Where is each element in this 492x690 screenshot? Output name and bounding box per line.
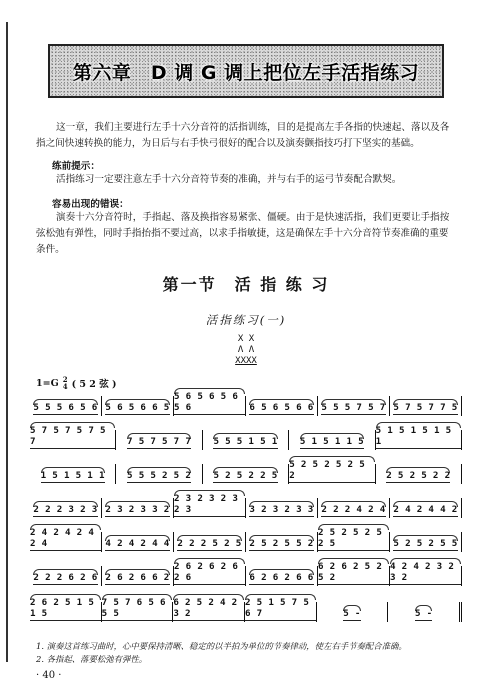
measure-notes: 2 5 1 5 7 5 6 7 [245,597,316,619]
measure [390,396,462,416]
measure [375,425,462,450]
measure [102,498,174,518]
measure-notes: 2 5 2 5 2 2 [386,470,451,481]
measure [390,561,462,586]
measure-notes: 5 5 5 6 5 6 [33,402,98,413]
page-number: · 40 · [36,670,62,681]
measure-notes: 2 5 2 5 2 5 2 5 [318,527,389,549]
measure-notes: 6 2 6 2 6 6 [249,572,314,583]
measure-notes: 2 3 2 3 2 3 2 3 [174,493,245,515]
measure-notes: 5 1 5 1 1 5 [299,436,364,447]
measure [116,464,202,484]
finger-pattern-diagram [226,334,266,374]
tip-text: 活指练习一定要注意左手十六分音符节奏的准确，并与右手的运弓节奏配合默契。 [56,174,402,185]
measure-notes: 6 5 6 5 6 6 [249,402,314,413]
measure [318,396,390,416]
measure [101,597,174,622]
measure-notes: 5 7 5 7 5 7 5 7 [30,425,115,447]
measure [246,532,318,552]
measure-notes: 2 6 2 6 2 6 2 6 [174,561,245,583]
measure-notes: 5 2 5 2 5 2 5 2 [289,459,374,481]
measure-notes: 2 5 2 5 5 2 [249,538,314,549]
section-title: 第一节 活 指 练 习 [162,275,330,294]
pattern-line-3: XXXX [235,356,257,366]
measure [390,532,462,552]
measure [116,430,202,450]
measure-notes: 5 2 5 2 2 5 [213,470,278,481]
measure [174,493,246,518]
measure-notes: 2 4 2 4 2 4 2 4 [30,527,101,549]
measure [174,532,246,552]
chapter-title: 第六章 D 调 G 调上把位左手活指练习 [72,61,420,84]
measure [102,566,174,586]
measure [30,566,102,586]
measure-notes: 4 2 4 2 3 2 3 2 [390,561,461,583]
measure-notes: 5 - [343,608,361,619]
measure-notes: 5 5 5 2 5 2 [127,470,192,481]
score-row [30,458,462,484]
measure-notes: 6 2 6 2 5 2 5 2 [318,561,389,583]
measure-notes: 2 4 2 4 4 2 [393,504,458,515]
key-signature [36,376,117,390]
measure-notes: 5 1 5 1 5 1 5 1 [376,425,461,447]
measure [102,532,174,552]
measure [317,602,389,622]
pattern-line-1: X X [237,334,255,344]
mistake-text: 演奏十六分音符时，手指起、落及换指容易紧张、僵硬。由于是快速活指，我们更要让手指按弦松弛有弹性，同时手指抬指不要过高，以求手指敏捷，这是确保左手十六分音符节奏准确的重要条件。 [36,212,450,255]
measure-notes: 5 5 5 7 5 7 [321,402,386,413]
measure-notes: 2 2 2 4 2 4 [321,504,386,515]
measure [289,430,375,450]
score-row [30,492,462,518]
measure-notes: 6 2 5 2 4 2 3 2 [173,597,244,619]
pattern-line-2: Λ Λ [237,345,255,355]
measure [30,396,102,416]
score-row [30,390,462,416]
measure [388,602,462,622]
intro-paragraph: 这一章，我们主要进行左手十六分音符的活指训练，目的是提高左手各指的快速起、落以及各指之间快速转换的能力，为日后与右手快弓很好的配合以及演奏颤指技巧打下坚实的基础。 [36,122,450,149]
measure [173,597,245,622]
time-signature [63,376,68,390]
measure-notes: 1 5 1 5 1 1 [40,470,105,481]
measure-notes: 2 6 2 5 1 5 1 5 [30,597,101,619]
measure-notes: 7 5 7 5 7 7 [127,436,192,447]
exercise-title: 活指练习(一) [205,313,287,327]
page-margin-rule [6,22,8,662]
score-row [30,560,462,586]
measure-notes: 5 - [414,608,433,619]
time-bottom: 4 [62,382,68,391]
measure [174,391,246,416]
score-row [30,526,462,552]
measure [246,566,318,586]
measure [245,597,317,622]
measure [203,464,289,484]
measure-notes: 5 2 5 2 5 5 [393,538,458,549]
measure-notes: 2 3 2 3 3 2 [105,504,170,515]
measure-notes: 5 6 5 6 6 5 [105,402,170,413]
measure [318,498,390,518]
measure-notes: 5 6 5 6 5 6 5 6 [174,391,245,413]
tip-heading: 练前提示： [52,161,100,172]
measure [246,498,318,518]
measure [318,561,390,586]
measure-notes: 3 2 3 2 3 3 [249,504,314,515]
measure [30,464,116,484]
measure [246,396,318,416]
footnote-2: 2. 各指起、落要松弛有弹性。 [36,654,148,664]
measure [30,527,102,552]
key-label: 1=G [36,377,59,389]
measure-notes: 2 6 2 6 6 2 [105,572,170,583]
measure [289,459,375,484]
measure-notes: 7 5 7 6 5 6 5 5 [102,597,173,619]
measure-notes: 2 2 2 3 2 3 [33,504,98,515]
measure [102,396,174,416]
measure-notes: 4 2 4 2 4 4 [105,538,170,549]
measure-notes: 2 2 2 5 2 5 [177,538,242,549]
measure [390,498,462,518]
time-top: 2 [62,375,68,384]
measure [318,527,390,552]
measure-notes: 5 5 5 1 5 1 [213,436,278,447]
measure [30,597,102,622]
measure [174,561,246,586]
measure-notes: 5 7 5 7 7 5 [393,402,458,413]
score-row [30,596,462,622]
measure [376,464,462,484]
mistake-heading: 容易出现的错误： [52,199,129,210]
string-label: ( 5 2 弦 ) [71,379,117,390]
measure [203,430,289,450]
score-row [30,424,462,450]
footnote-1: 1. 演奏这首练习曲时，心中要保持清晰、稳定的以半拍为单位的节奏律动，使左右手节奏配合准确。 [36,641,407,651]
measure-notes: 2 2 2 6 2 6 [33,572,98,583]
measure [30,498,102,518]
chapter-banner [48,44,444,98]
measure [30,425,116,450]
